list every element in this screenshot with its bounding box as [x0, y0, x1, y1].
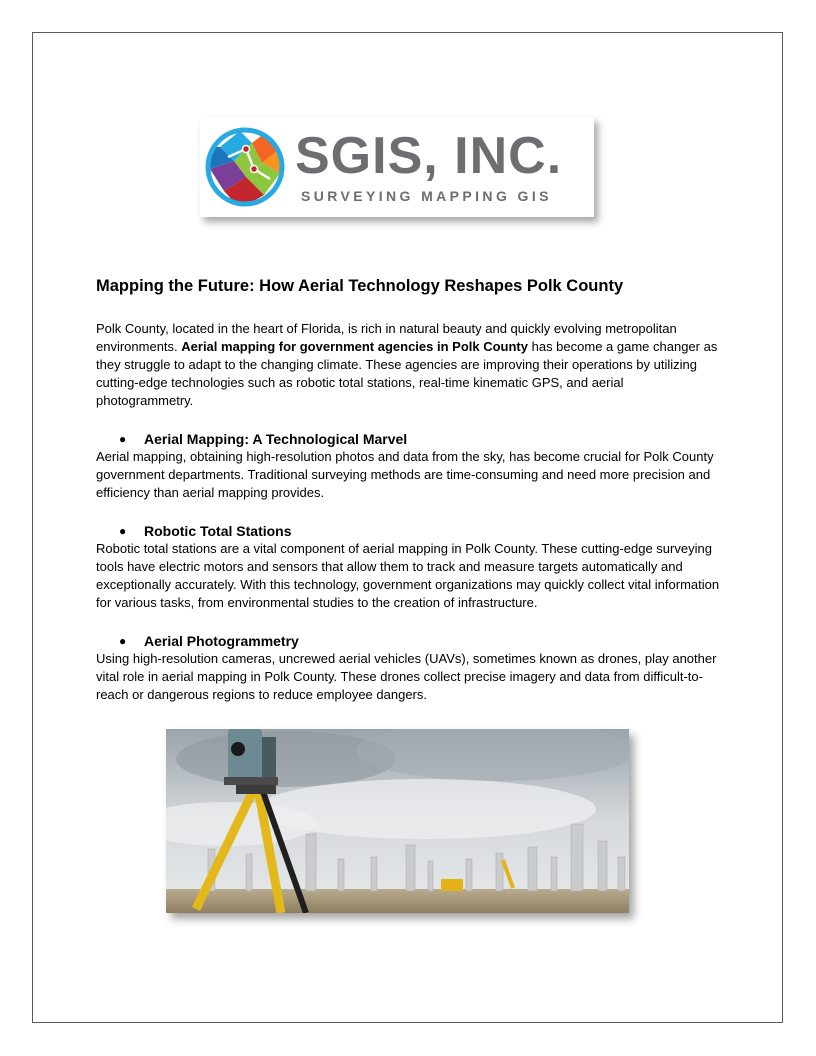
section-heading-text: Aerial Photogrammetry	[144, 633, 299, 649]
section-body: Robotic total stations are a vital component of aerial mapping in Polk County. These cutting-edge surveying tools have electric motors and sensors that allow them to track and measure targets automatically and exceptionally accurately. With this technology, government organizations may quickly collect vital information for various tasks, from environmental studies to the creation of infrastructure.	[96, 541, 720, 610]
logo-company-name: SGIS, INC.	[295, 127, 563, 185]
section-heading-text: Robotic Total Stations	[144, 523, 292, 539]
intro-text-start: Polk County, located in the heart of Florida, is rich in natural beauty and quickly evolving metropolitan environments.	[96, 321, 677, 354]
article-title: Mapping the Future: How Aerial Technology Reshapes Polk County	[96, 277, 624, 295]
section-heading	[96, 632, 721, 650]
logo-map-icon	[200, 117, 290, 217]
bullet-icon: ●	[119, 432, 127, 446]
logo-tagline: SURVEYING MAPPING GIS	[301, 188, 552, 204]
intro-bold-link-text: Aerial mapping for government agencies in Polk County	[181, 339, 528, 354]
section-heading	[96, 430, 721, 448]
bullet-icon: ●	[119, 524, 127, 538]
section-body: Aerial mapping, obtaining high-resolution photos and data from the sky, has become crucial for Polk County government departments. Traditional surveying methods are time-consuming and need more precision and efficiency than aerial mapping provides.	[96, 449, 714, 500]
section-robotic-total-stations	[96, 522, 721, 612]
intro-text-end: has become a game changer as they struggle to adapt to the changing climate. These agencies are improving their operations by utilizing cutting-edge technologies such as robotic total stations, real-time kinematic GPS, and aerial photogrammetry.	[96, 339, 718, 408]
survey-site-photo	[166, 729, 629, 913]
section-body: Using high-resolution cameras, uncrewed aerial vehicles (UAVs), sometimes known as drones, play another vital role in aerial mapping in Polk County. These drones collect precise imagery and data from difficult-to-reach or dangerous regions to reduce employee dangers.	[96, 651, 717, 702]
intro-paragraph	[96, 320, 721, 410]
company-logo	[200, 117, 594, 217]
bullet-icon: ●	[119, 634, 127, 648]
section-heading-text: Aerial Mapping: A Technological Marvel	[144, 431, 408, 447]
article-body	[96, 320, 721, 724]
section-aerial-photogrammetry	[96, 632, 721, 704]
section-heading	[96, 522, 721, 540]
section-aerial-mapping	[96, 430, 721, 502]
